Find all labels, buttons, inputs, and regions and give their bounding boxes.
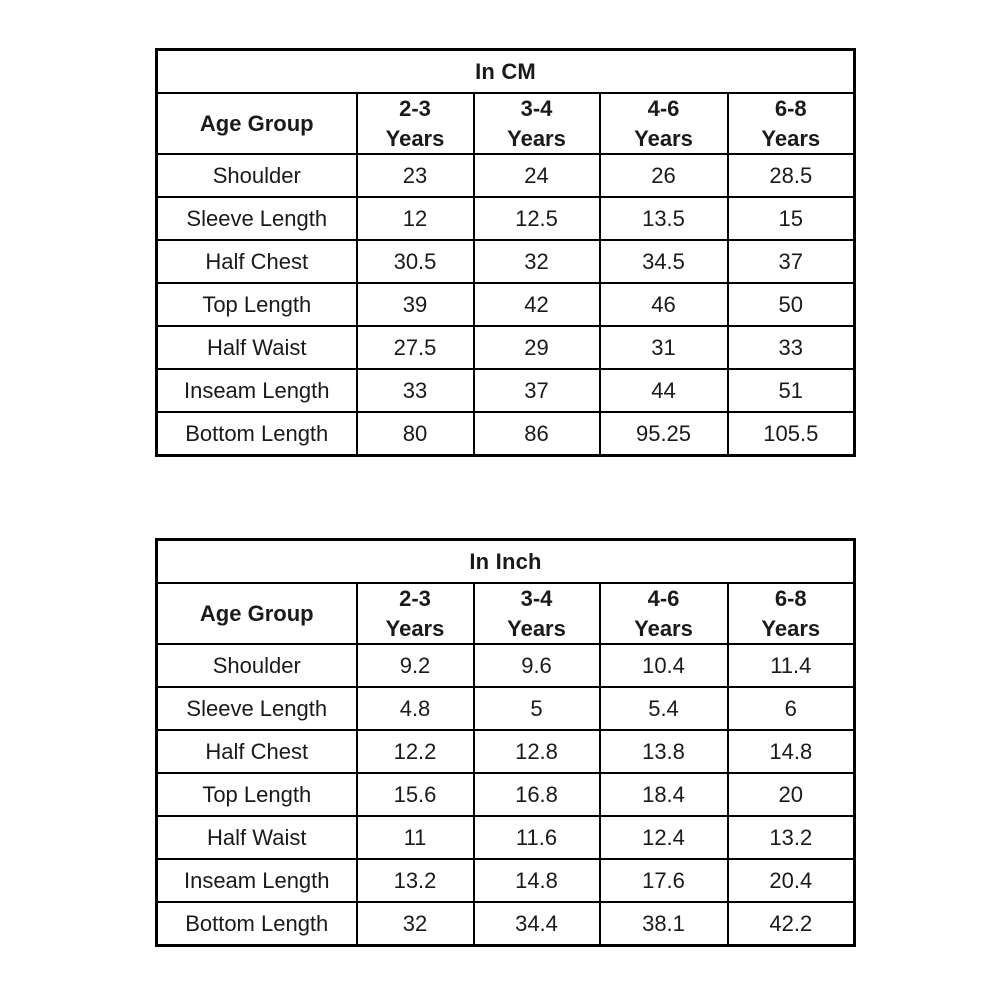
cell-value: 31 bbox=[600, 326, 728, 369]
cell-value: 95.25 bbox=[600, 412, 728, 456]
cell-value: 28.5 bbox=[728, 154, 855, 197]
header-age-group: Age Group bbox=[157, 93, 357, 154]
header-col-4-6-years-line1: 4-6 bbox=[647, 96, 680, 121]
cell-value: 5.4 bbox=[600, 687, 728, 730]
cell-value: 105.5 bbox=[728, 412, 855, 456]
table-row bbox=[157, 412, 855, 456]
header-col-3-4-years-line2: Years bbox=[507, 125, 566, 151]
header-col-2-3-years-line1: 2-3 bbox=[399, 96, 431, 121]
cell-value: 37 bbox=[474, 369, 600, 412]
cell-value: 37 bbox=[728, 240, 855, 283]
table-row bbox=[157, 197, 855, 240]
cell-value: 4.8 bbox=[357, 687, 474, 730]
cell-value: 13.8 bbox=[600, 730, 728, 773]
table-row bbox=[157, 154, 855, 197]
table-row bbox=[157, 283, 855, 326]
header-col-6-8-years-line2: Years bbox=[761, 615, 821, 641]
cell-value: 9.2 bbox=[357, 644, 474, 687]
row-label: Half Chest bbox=[157, 730, 357, 773]
cell-value: 15 bbox=[728, 197, 855, 240]
header-col-4-6-years-line2: Years bbox=[634, 125, 693, 151]
cell-value: 12.8 bbox=[474, 730, 600, 773]
header-col-4-6-years-line1: 4-6 bbox=[647, 586, 680, 611]
size-table-inch-block bbox=[155, 538, 841, 947]
cell-value: 12.2 bbox=[357, 730, 474, 773]
header-col-6-8-years bbox=[728, 583, 855, 644]
cell-value: 50 bbox=[728, 283, 855, 326]
header-col-2-3-years-line2: Years bbox=[385, 615, 445, 641]
size-table-inch bbox=[155, 538, 856, 947]
cell-value: 46 bbox=[600, 283, 728, 326]
header-col-6-8-years-line1: 6-8 bbox=[774, 96, 807, 121]
cell-value: 14.8 bbox=[728, 730, 855, 773]
cell-value: 27.5 bbox=[357, 326, 474, 369]
cell-value: 18.4 bbox=[600, 773, 728, 816]
header-col-4-6-years-line2: Years bbox=[634, 615, 693, 641]
row-label: Shoulder bbox=[157, 644, 357, 687]
cell-value: 13.2 bbox=[357, 859, 474, 902]
cell-value: 34.5 bbox=[600, 240, 728, 283]
header-col-3-4-years-line2: Years bbox=[507, 615, 566, 641]
header-col-6-8-years-line2: Years bbox=[761, 125, 821, 151]
header-col-6-8-years bbox=[728, 93, 855, 154]
table-header-row bbox=[157, 583, 855, 644]
row-label: Half Waist bbox=[157, 816, 357, 859]
header-col-3-4-years bbox=[474, 583, 600, 644]
cell-value: 32 bbox=[357, 902, 474, 946]
row-label: Top Length bbox=[157, 283, 357, 326]
cell-value: 10.4 bbox=[600, 644, 728, 687]
row-label: Top Length bbox=[157, 773, 357, 816]
cell-value: 24 bbox=[474, 154, 600, 197]
cell-value: 20 bbox=[728, 773, 855, 816]
row-label: Inseam Length bbox=[157, 859, 357, 902]
cell-value: 33 bbox=[357, 369, 474, 412]
row-label: Sleeve Length bbox=[157, 197, 357, 240]
cell-value: 51 bbox=[728, 369, 855, 412]
cell-value: 33 bbox=[728, 326, 855, 369]
cell-value: 23 bbox=[357, 154, 474, 197]
cell-value: 5 bbox=[474, 687, 600, 730]
table-header-row bbox=[157, 93, 855, 154]
row-label: Shoulder bbox=[157, 154, 357, 197]
cell-value: 15.6 bbox=[357, 773, 474, 816]
cell-value: 12.4 bbox=[600, 816, 728, 859]
cell-value: 11 bbox=[357, 816, 474, 859]
header-col-6-8-years-line1: 6-8 bbox=[774, 586, 807, 611]
table-row bbox=[157, 859, 855, 902]
cell-value: 17.6 bbox=[600, 859, 728, 902]
cell-value: 86 bbox=[474, 412, 600, 456]
cell-value: 20.4 bbox=[728, 859, 855, 902]
table-row bbox=[157, 730, 855, 773]
cell-value: 13.2 bbox=[728, 816, 855, 859]
cell-value: 11.4 bbox=[728, 644, 855, 687]
header-col-2-3-years bbox=[357, 93, 474, 154]
row-label: Inseam Length bbox=[157, 369, 357, 412]
cell-value: 16.8 bbox=[474, 773, 600, 816]
table-row bbox=[157, 902, 855, 946]
row-label: Half Waist bbox=[157, 326, 357, 369]
header-col-3-4-years bbox=[474, 93, 600, 154]
header-col-3-4-years-line1: 3-4 bbox=[520, 586, 553, 611]
cell-value: 26 bbox=[600, 154, 728, 197]
table-row bbox=[157, 816, 855, 859]
row-label: Sleeve Length bbox=[157, 687, 357, 730]
cell-value: 39 bbox=[357, 283, 474, 326]
cell-value: 32 bbox=[474, 240, 600, 283]
table-row bbox=[157, 369, 855, 412]
cell-value: 30.5 bbox=[357, 240, 474, 283]
cell-value: 34.4 bbox=[474, 902, 600, 946]
cell-value: 12 bbox=[357, 197, 474, 240]
header-col-3-4-years-line1: 3-4 bbox=[520, 96, 553, 121]
table-row bbox=[157, 773, 855, 816]
header-col-4-6-years bbox=[600, 583, 728, 644]
cell-value: 11.6 bbox=[474, 816, 600, 859]
cell-value: 13.5 bbox=[600, 197, 728, 240]
size-table-cm-block bbox=[155, 48, 841, 457]
cell-value: 38.1 bbox=[600, 902, 728, 946]
header-col-2-3-years-line1: 2-3 bbox=[399, 586, 431, 611]
size-table-cm bbox=[155, 48, 856, 457]
cell-value: 42 bbox=[474, 283, 600, 326]
table-title: In CM bbox=[157, 50, 855, 94]
cell-value: 29 bbox=[474, 326, 600, 369]
table-row bbox=[157, 326, 855, 369]
table-title-row bbox=[157, 540, 855, 584]
header-age-group: Age Group bbox=[157, 583, 357, 644]
table-title: In Inch bbox=[157, 540, 855, 584]
row-label: Bottom Length bbox=[157, 902, 357, 946]
header-col-2-3-years-line2: Years bbox=[385, 125, 445, 151]
row-label: Bottom Length bbox=[157, 412, 357, 456]
header-col-4-6-years bbox=[600, 93, 728, 154]
row-label: Half Chest bbox=[157, 240, 357, 283]
table-title-row bbox=[157, 50, 855, 94]
cell-value: 42.2 bbox=[728, 902, 855, 946]
table-row bbox=[157, 687, 855, 730]
table-row bbox=[157, 240, 855, 283]
table-row bbox=[157, 644, 855, 687]
cell-value: 80 bbox=[357, 412, 474, 456]
cell-value: 6 bbox=[728, 687, 855, 730]
cell-value: 9.6 bbox=[474, 644, 600, 687]
cell-value: 44 bbox=[600, 369, 728, 412]
cell-value: 12.5 bbox=[474, 197, 600, 240]
header-col-2-3-years bbox=[357, 583, 474, 644]
cell-value: 14.8 bbox=[474, 859, 600, 902]
